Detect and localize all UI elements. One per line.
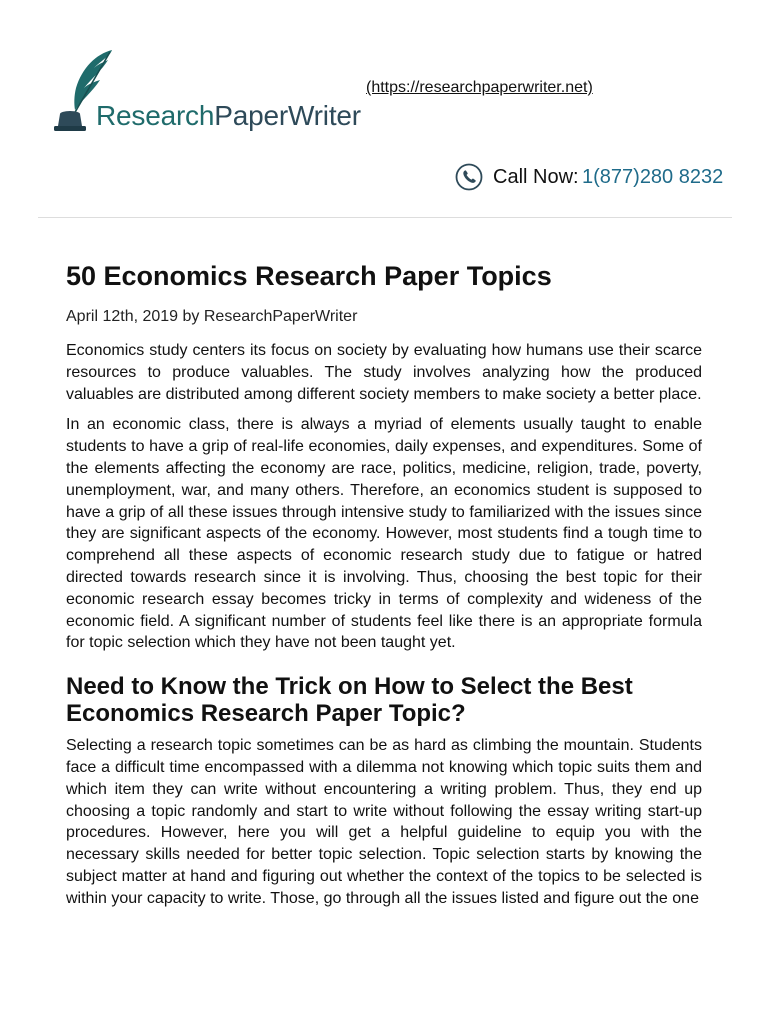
page-bottom-margin: [0, 1000, 768, 1024]
article: [66, 258, 702, 910]
article-paragraph-1: Economics study centers its focus on society by evaluating how humans use their scarce resources to produce valuables. The study involves analyzing how the produced valuables are distributed among different society members to make society a better place.: [66, 342, 702, 403]
site-header: [0, 0, 768, 218]
logo-word-paperwriter: PaperWriter: [214, 100, 361, 131]
logo-wordmark: [96, 100, 361, 132]
site-logo[interactable]: [52, 48, 382, 138]
call-now-label: Call Now:: [493, 166, 579, 188]
article-paragraph-2: In an economic class, there is always a myriad of elements usually taught to enable students to have a grip of real-life economies, daily expenses, and expenditures. Some of the elements affecting the economy are race, politics, medicine, religion, trade, poverty, unemployment, war, and many others. Therefore, an economics student is supposed to have a grip of all these issues through intensive study to familiarized with the issues since they are significant aspects of the economy. However, most students find a tough time to comprehend all these aspects of economic research study due to fatigue or hatred directed towards research since it is involving. Thus, choosing the best topic for their economic research essay becomes tricky in terms of complexity and wideness of the economic field. A significant number of students feel like there is an appropriate formula for topic selection which they have not been taught yet.: [66, 416, 702, 652]
article-title: 50 Economics Research Paper Topics: [66, 261, 552, 291]
phone-icon: [455, 163, 483, 191]
phone-number[interactable]: 1(877)280 8232: [582, 166, 724, 188]
article-paragraph-3: Selecting a research topic sometimes can be as hard as climbing the mountain. Students face a difficult time encompassed with a dilemma not knowing which topic suits them and which item they can write without encountering a writing problem. Thus, they end up choosing a topic randomly and start to write without following the essay writing start-up procedures. However, here you will get a helpful guideline to equip you with the necessary skills needed for better topic selection. Topic selection starts by knowing the subject matter at hand and figuring out whether the context of the topics to be selected is within your capacity to write. Those, go through all the issues listed and figure out the one: [66, 737, 702, 907]
header-divider: [38, 217, 732, 218]
article-byline: April 12th, 2019 by ResearchPaperWriter: [66, 308, 358, 325]
logo-word-research: Research: [96, 100, 215, 131]
site-url-link[interactable]: (https://researchpaperwriter.net): [366, 79, 593, 96]
section-heading: Need to Know the Trick on How to Select the Best Economics Research Paper Topic?: [66, 673, 633, 728]
